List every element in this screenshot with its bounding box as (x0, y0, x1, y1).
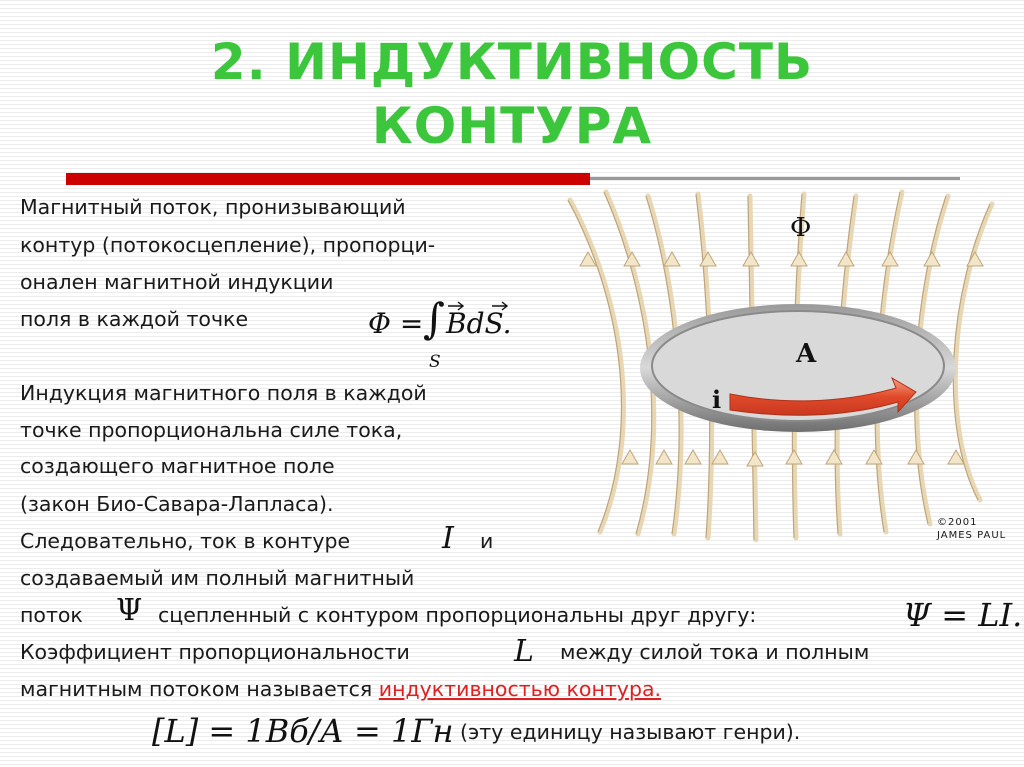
title-line-2: КОНТУРА (371, 97, 653, 155)
text-line: сцепленный с контуром пропорциональны друг другу: (158, 603, 757, 627)
vector-arrows (446, 296, 516, 312)
text-line: (закон Био-Савара-Лапласа). (20, 492, 334, 516)
magnetic-flux-illustration (560, 182, 1000, 542)
copyright-line-1: ©2001 (937, 517, 978, 528)
text-line: контур (потокосцепление), пропорци- (20, 233, 436, 257)
psi-equation: Ψ = LI. (903, 596, 1023, 634)
integral-subscript: S (429, 352, 441, 372)
text-line: и (480, 529, 494, 553)
flux-rhs: BdS. (446, 307, 512, 340)
copyright-line-2: JAMES PAUL (937, 530, 1007, 541)
title-line-1: 2. ИНДУКТИВНОСТЬ (210, 33, 814, 91)
text-line: поток (20, 603, 83, 627)
text-line: поля в каждой точке (20, 307, 249, 331)
psi-symbol: Ψ (116, 593, 143, 628)
text-line: Индукция магнитного поля в каждой (20, 381, 427, 405)
flux-lhs: Φ = (368, 307, 424, 340)
current-label: i (712, 385, 722, 414)
integral-sign: ∫ (423, 294, 445, 343)
area-label: A (796, 339, 817, 369)
text-line: Коэффициент пропорциональности (20, 640, 410, 664)
title-underline-gray (590, 177, 960, 180)
title-underline-red (66, 173, 590, 185)
inductance-symbol: L (514, 634, 534, 669)
text-line: онален магнитной индукции (20, 270, 334, 294)
text-line: (эту единицу называют генри). (460, 720, 801, 744)
text-fragment: магнитным потоком называется (20, 677, 373, 701)
page-title (0, 30, 1024, 158)
text-line: точке пропорциональна силе тока, (20, 418, 403, 442)
text-line: между силой тока и полным (560, 640, 870, 664)
text-line: создающего магнитное поле (20, 454, 335, 478)
text-line: создаваемый им полный магнитный (20, 566, 415, 590)
current-symbol: I (442, 521, 454, 556)
text-line (20, 675, 661, 703)
term-inductance-text: индуктивностью контура. (378, 677, 662, 701)
figure-copyright (937, 516, 1006, 542)
unit-formula: [L] = 1Вб/А = 1Гн (152, 712, 454, 750)
flux-label: Φ (790, 213, 812, 243)
text-line: Следовательно, ток в контуре (20, 529, 351, 553)
text-line: Магнитный поток, пронизывающий (20, 195, 406, 219)
